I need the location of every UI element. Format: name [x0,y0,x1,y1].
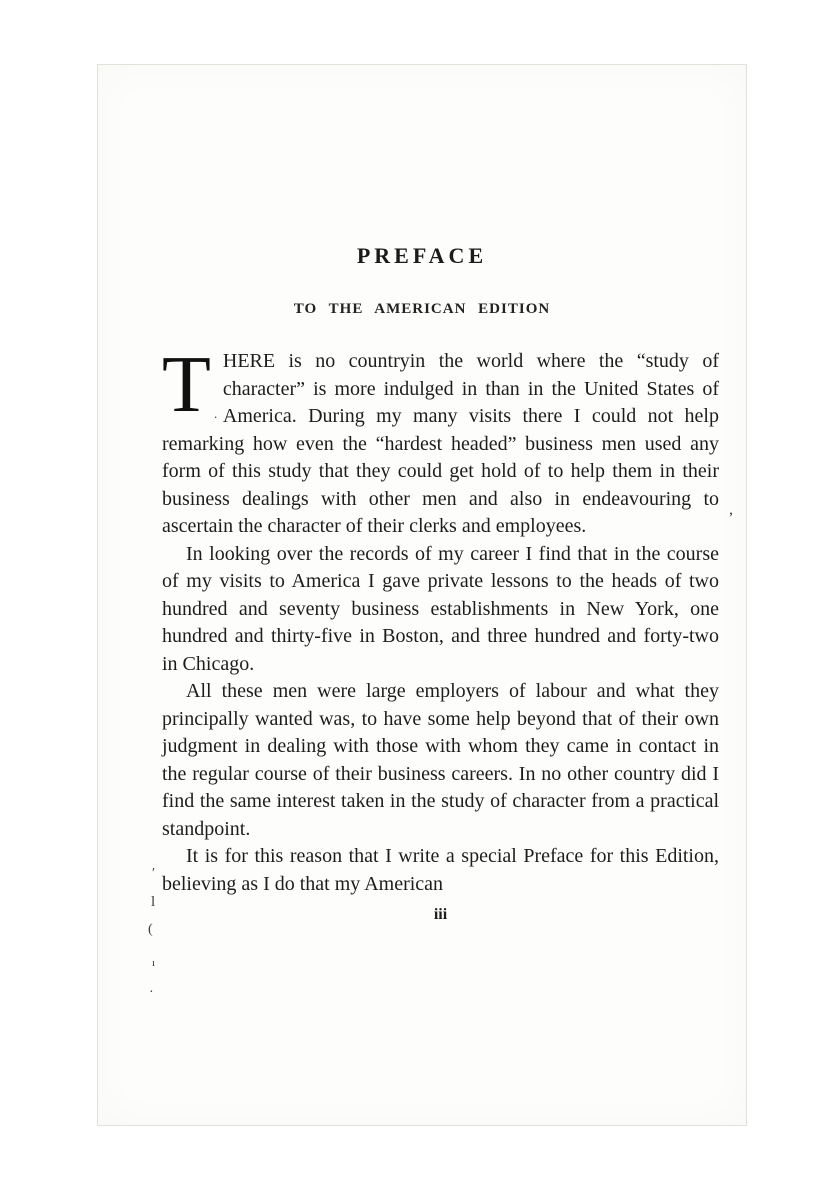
paragraph-first [162,341,719,541]
drop-cap: T [162,341,211,429]
scan-artifact: · [149,985,154,1000]
scan-artifact: l [151,894,156,910]
paragraph: In looking over the records of my career I find that in the course of my visits to America I gave private lessons to the heads of two hundred and seventy business establishments in New York, one hundred and thirty-five in Boston, and three hundred and forty-two in Chicago. [162,542,719,675]
scan-artifact: ( [148,922,153,937]
paragraph: All these men were large employers of labour and what they principally wanted was, to have some help beyond that of their own judgment in dealing with those with whom they came in contact in the regular course of their business careers. In no other country did I find the same interest taken in the study of character from a practical standpoint. [162,680,719,840]
scan-artifact: . [214,406,218,421]
scan-artifact: ′ [152,866,156,881]
paragraph: It is for this reason that I write a special Preface for this Edition, believing as I do that my American [162,845,719,895]
scan-artifact: ı [152,957,156,969]
page-title: PREFACE [356,243,488,268]
page-subtitle: TO THE AMERICAN EDITION [293,301,551,317]
page-number: iii [433,906,448,923]
paragraph-text: HERE is no countryin the world where the “study of character” is more indulged in than in the United States of America. During my many visits there I could not help remarking how even the “hardest headed” business men used any form of this study that they could get hold of to help them in their business dealings with other men and also in endeavouring to ascertain the character of their clerks and employees. [162,350,719,537]
scan-artifact: , [729,501,733,518]
book-page [97,64,747,1126]
page-body [162,341,719,898]
